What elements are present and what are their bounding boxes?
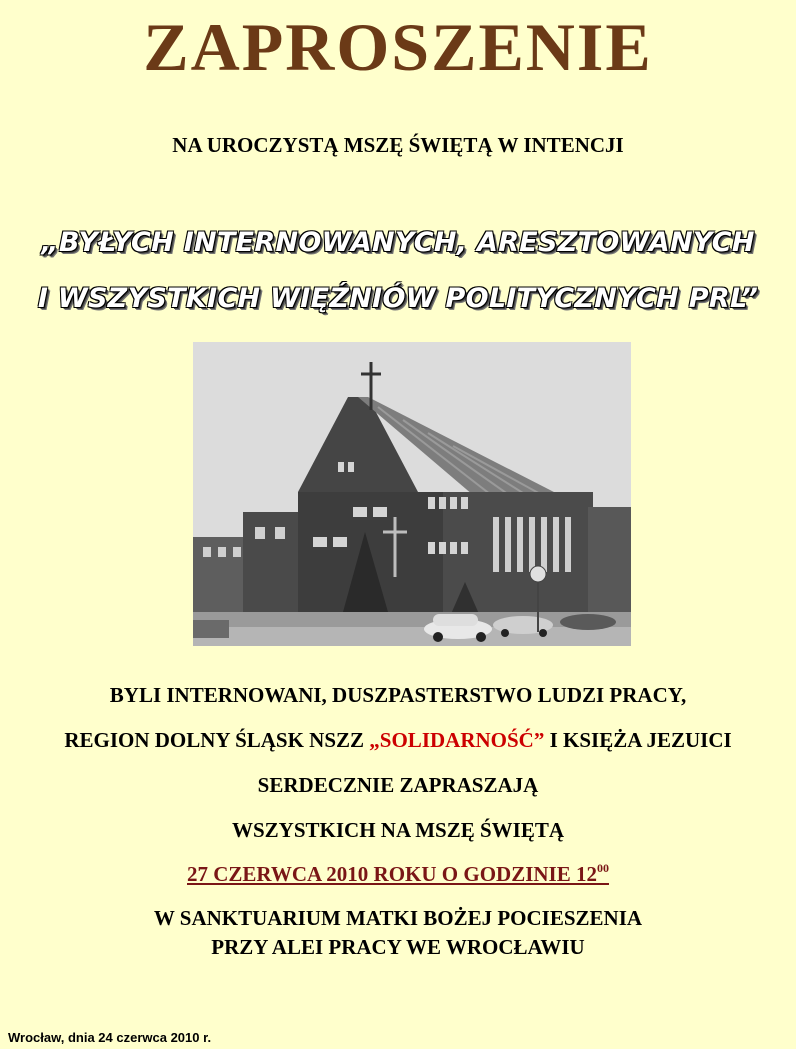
intention-line-2: I WSZYSTKICH WIĘŹNIÓW POLITYCZNYCH PRL”	[37, 283, 759, 314]
solidarnosc-highlight: „SOLIDARNOŚĆ”	[369, 728, 545, 752]
invite-line-1: SERDECZNIE ZAPRASZAJĄ	[257, 773, 539, 797]
organizers-line-2-prefix: REGION DOLNY ŚLĄSK NSZZ	[64, 728, 370, 752]
event-date-text: 27 CZERWCA 2010 ROKU O GODZINIE 12	[187, 862, 597, 886]
invite-line-2: WSZYSTKICH NA MSZĘ ŚWIĘTĄ	[231, 818, 564, 842]
intention-line-1: „BYŁYCH INTERNOWANYCH, ARESZTOWANYCH	[41, 227, 755, 258]
organizers-line-1: BYLI INTERNOWANI, DUSZPASTERSTWO LUDZI PRACY,	[109, 683, 687, 707]
event-date	[0, 861, 796, 887]
mass-subtitle: NA UROCZYSTĄ MSZĘ ŚWIĘTĄ W INTENCJI	[172, 133, 624, 157]
organizers-line-2-suffix: I KSIĘŻA JEZUICI	[544, 728, 732, 752]
place-line-2: PRZY ALEI PRACY WE WROCŁAWIU	[211, 935, 585, 959]
organizers-line-2	[0, 728, 796, 753]
footer-date: Wrocław, dnia 24 czerwca 2010 r.	[8, 1030, 212, 1045]
church-photo	[193, 342, 631, 646]
invitation-title: ZAPROSZENIE	[143, 9, 653, 85]
place-line-1: W SANKTUARIUM MATKI BOŻEJ POCIESZENIA	[153, 906, 643, 930]
event-minutes: 00	[596, 861, 609, 875]
